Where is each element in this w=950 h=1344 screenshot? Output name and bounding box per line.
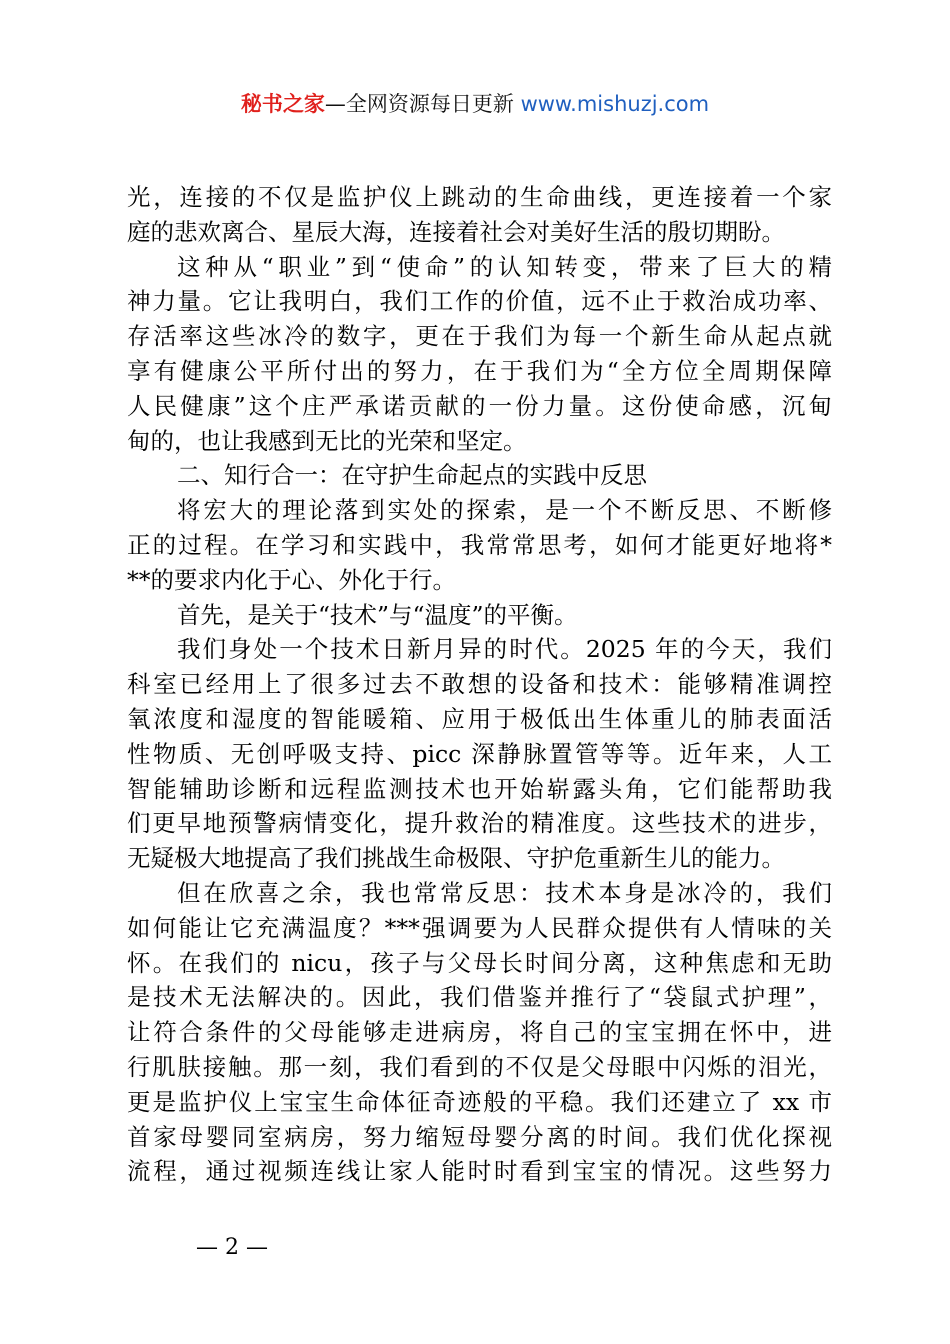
text-line: 更是监护仪上宝宝生命体征奇迹般的平稳。我们还建立了 xx 市 bbox=[127, 1087, 832, 1116]
text-line: 甸的，也让我感到无比的光荣和坚定。 bbox=[127, 426, 527, 455]
text-line: 如何能让它充满温度？***强调要为人民群众提供有人情味的关 bbox=[127, 913, 832, 942]
paragraph-start: 这种从“职业”到“使命”的认知转变，带来了巨大的精 bbox=[177, 252, 832, 281]
text-line: 享有健康公平所付出的努力，在于我们为“全方位全周期保障 bbox=[127, 356, 832, 385]
text-line: 科室已经用上了很多过去不敢想的设备和技术：能够精准调控 bbox=[127, 670, 832, 699]
header-tagline: —全网资源每日更新 bbox=[324, 92, 521, 116]
text-line: 行肌肤接触。那一刻，我们看到的不仅是父母眼中闪烁的泪光， bbox=[127, 1052, 832, 1081]
text-line: 存活率这些冰冷的数字，更在于我们为每一个新生命从起点就 bbox=[127, 322, 832, 351]
text-line: **的要求内化于心、外化于行。 bbox=[127, 565, 456, 594]
text-line: 氧浓度和湿度的智能暖箱、应用于极低出生体重儿的肺表面活 bbox=[127, 704, 832, 733]
section-heading: 二、知行合一：在守护生命起点的实践中反思 bbox=[177, 461, 647, 490]
document-body bbox=[127, 180, 832, 1189]
text-line: 性物质、无创呼吸支持、picc 深静脉置管等等。近年来，人工 bbox=[127, 739, 832, 768]
header-brand: 秘书之家 bbox=[240, 92, 325, 116]
text-line: 让符合条件的父母能够走进病房，将自己的宝宝拥在怀中，进 bbox=[127, 1018, 832, 1047]
header-site-link[interactable]: www.mishuzj.com bbox=[520, 92, 710, 116]
paragraph-start: 将宏大的理论落到实处的探索，是一个不断反思、不断修 bbox=[177, 496, 832, 525]
text-line: 是技术无法解决的。因此，我们借鉴并推行了“袋鼠式护理”， bbox=[127, 983, 832, 1012]
text-line: 首家母婴同室病房，努力缩短母婴分离的时间。我们优化探视 bbox=[127, 1122, 832, 1151]
text-line: 人民健康”这个庄严承诺贡献的一份力量。这份使命感，沉甸 bbox=[127, 391, 832, 420]
paragraph-start: 首先，是关于“技术”与“温度”的平衡。 bbox=[177, 600, 578, 629]
text-line: 光，连接的不仅是监护仪上跳动的生命曲线，更连接着一个家 bbox=[127, 183, 832, 211]
text-line: 无疑极大地提高了我们挑战生命极限、守护危重新生儿的能力。 bbox=[127, 844, 785, 873]
text-line: 流程，通过视频连线让家人能时时看到宝宝的情况。这些努力 bbox=[127, 1157, 832, 1186]
page-number: — 2 — bbox=[196, 1235, 268, 1260]
page-header bbox=[0, 88, 950, 120]
paragraph-start: 但在欣喜之余，我也常常反思：技术本身是冰冷的，我们 bbox=[177, 878, 832, 907]
text-line: 正的过程。在学习和实践中，我常常思考，如何才能更好地将* bbox=[127, 530, 832, 559]
text-line: 们更早地预警病情变化，提升救治的精准度。这些技术的进步， bbox=[127, 809, 832, 838]
text-line: 神力量。它让我明白，我们工作的价值，远不止于救治成功率、 bbox=[127, 287, 832, 316]
text-line: 智能辅助诊断和远程监测技术也开始崭露头角，它们能帮助我 bbox=[127, 774, 832, 803]
paragraph-start: 我们身处一个技术日新月异的时代。2025 年的今天，我们 bbox=[177, 635, 832, 664]
text-line: 怀。在我们的 nicu，孩子与父母长时间分离，这种焦虑和无助 bbox=[127, 948, 832, 977]
text-line: 庭的悲欢离合、星辰大海，连接着社会对美好生活的殷切期盼。 bbox=[127, 217, 785, 246]
